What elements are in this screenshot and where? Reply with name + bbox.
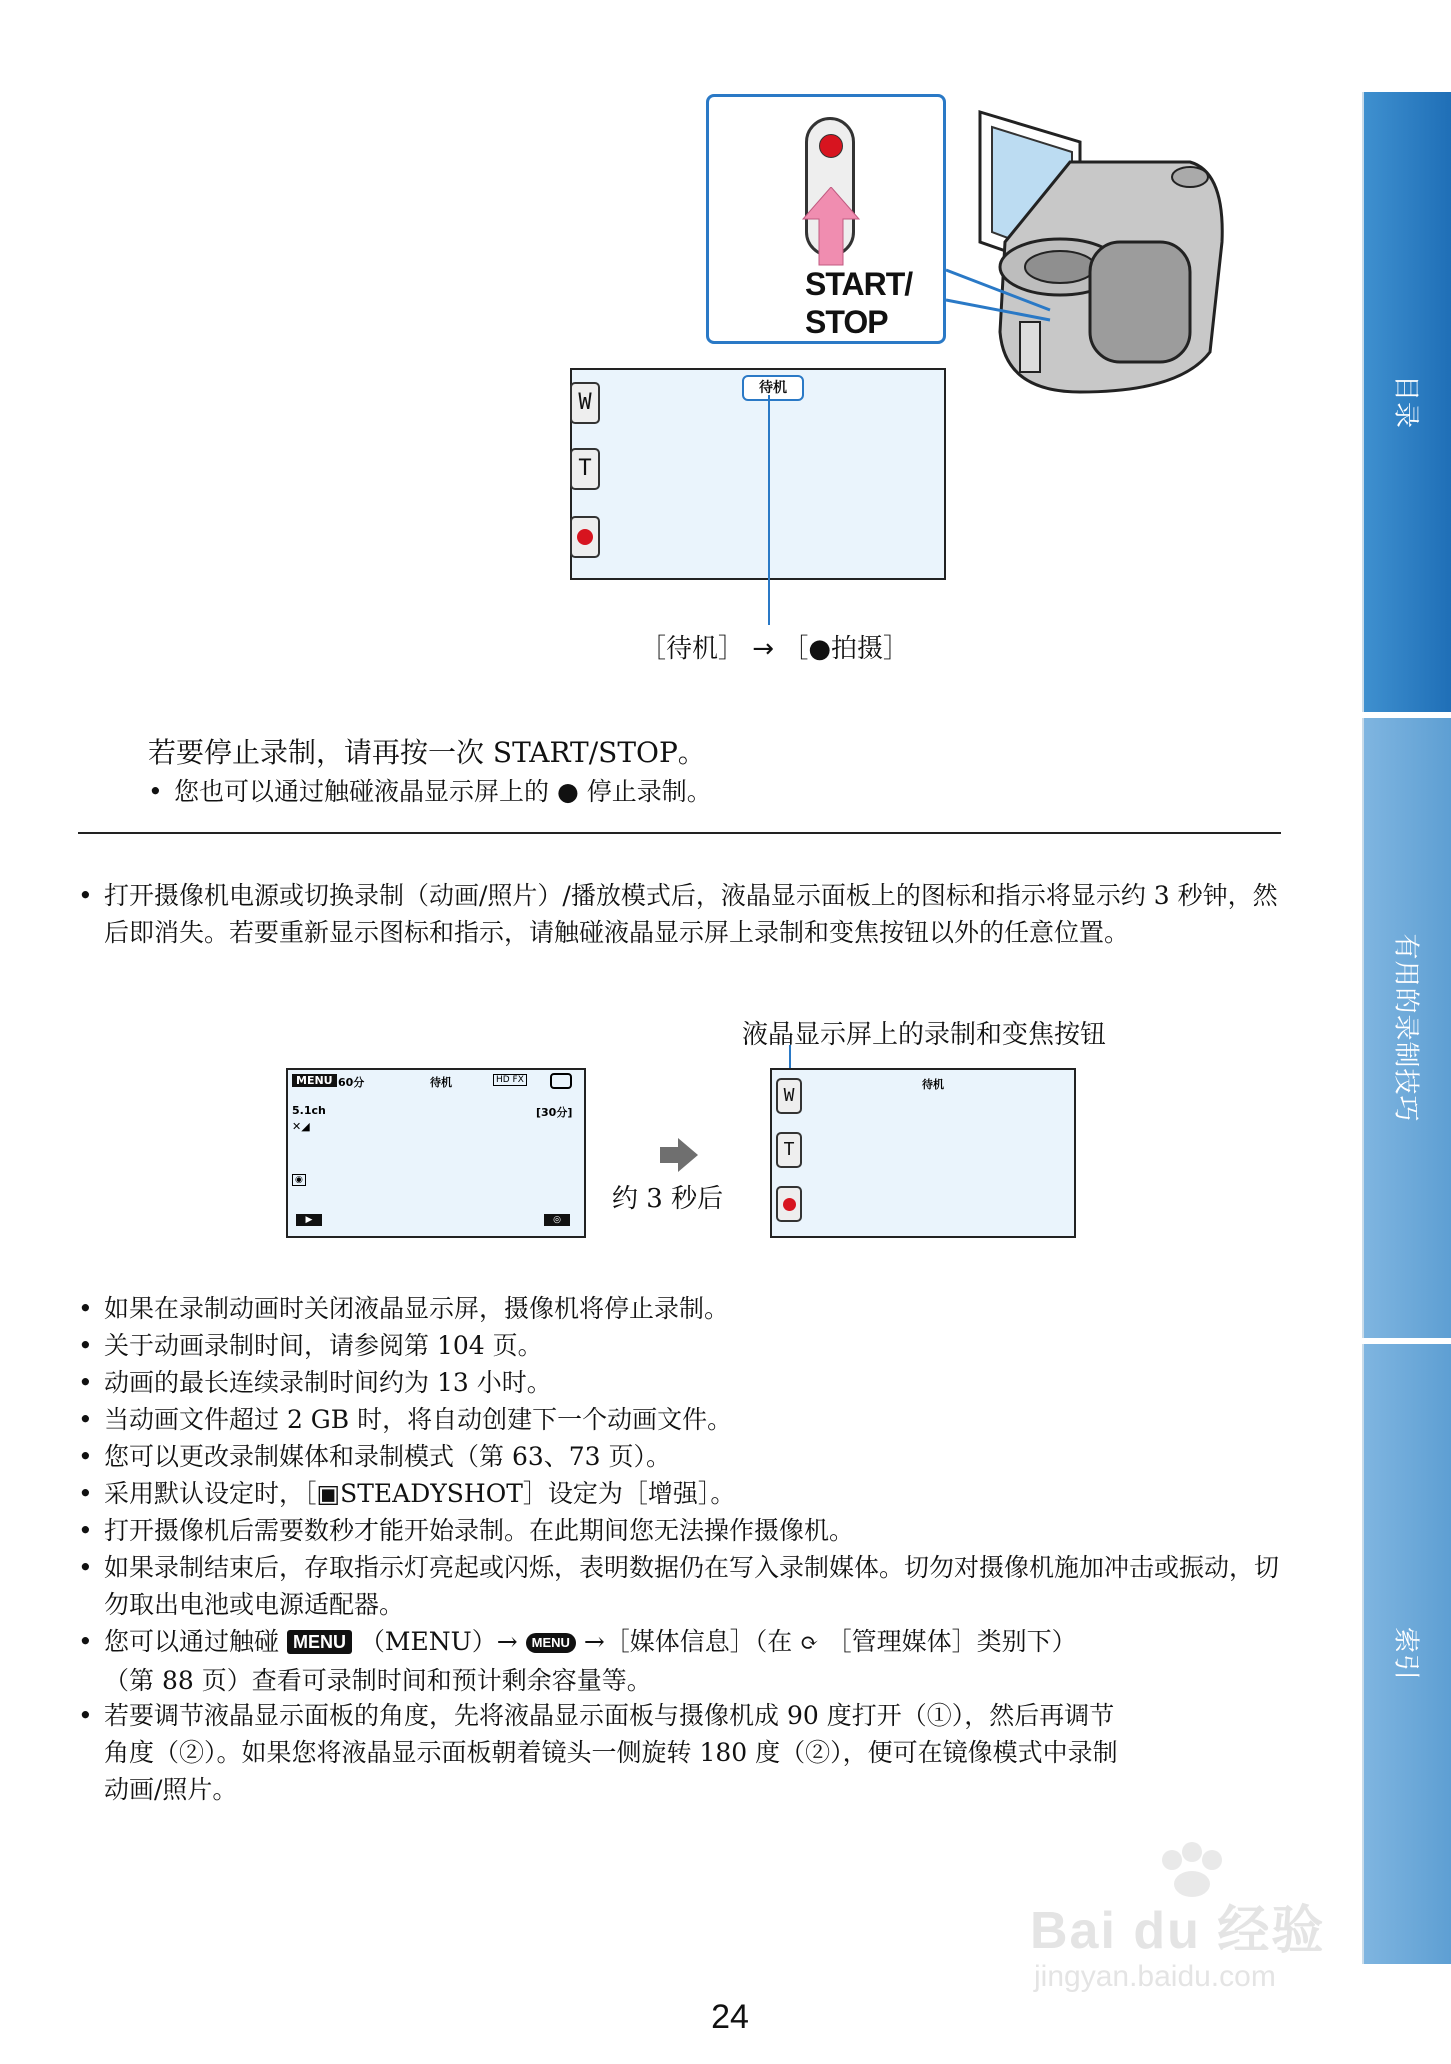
wind-icon: ✕◢ (292, 1120, 310, 1133)
menu-icon[interactable]: MENU (292, 1074, 337, 1087)
list-item: • 当动画文件超过 2 GB 时，将自动创建下一个动画文件。 (78, 1405, 733, 1434)
battery-icon: 60分 (338, 1076, 365, 1089)
angle-text-2: 角度（②）。如果您将液晶显示面板朝着镜头一侧旋转 180 度（②），便可在镜像模式中录制 (104, 1738, 1118, 1767)
list-item: • 如果录制结束后，存取指示灯亮起或闪烁，表明数据仍在写入录制媒体。切勿对摄像机施加冲击或振动，切勿取出电池或电源适配器。 (78, 1553, 1280, 1619)
lcd-screen-full-info[interactable] (286, 1068, 586, 1238)
baidu-watermark-url: jingyan.baidu.com (1034, 1960, 1276, 1993)
right-arrow-icon (660, 1138, 700, 1172)
status-badge: 待机 (430, 1076, 452, 1089)
menu-text-5: （第 88 页）查看可录制时间和预计剩余容量等。 (104, 1666, 652, 1695)
tab-index[interactable] (1362, 1344, 1451, 1964)
page-number: 24 (711, 1998, 749, 2036)
playback-icon[interactable]: ▶ (296, 1214, 322, 1226)
rec-dot-icon (819, 134, 843, 158)
status-pointer-line (765, 395, 775, 625)
list-item: • 动画的最长连续录制时间约为 13 小时。 (78, 1368, 552, 1397)
status-badge: 待机 (742, 375, 804, 401)
menu-expanded-icon: MENU (526, 1633, 576, 1653)
tab-useful-tips-label: 有用的录制技巧 (1390, 933, 1420, 1123)
steadyshot-icon: ◉ (292, 1174, 306, 1186)
camcorder-illustration (960, 92, 1240, 402)
angle-text-3: 动画/照片。 (104, 1775, 238, 1804)
hd-quality-icon: HD FX (493, 1074, 527, 1086)
up-arrow-icon (801, 187, 861, 267)
media-icon (550, 1073, 572, 1089)
after-3-seconds-label: 约 3 秒后 (612, 1184, 724, 1214)
audio-5-1ch-icon: 5.1ch (292, 1104, 326, 1117)
zoom-t-button[interactable]: T (776, 1132, 802, 1168)
zoom-t-button[interactable]: T (570, 448, 600, 490)
stop-instruction: 若要停止录制，请再按一次 START/STOP。 (148, 736, 706, 769)
zoom-w-button[interactable]: W (570, 382, 600, 424)
record-button[interactable] (570, 516, 600, 558)
record-button[interactable] (776, 1186, 802, 1222)
list-item-angle: • 若要调节液晶显示面板的角度，先将液晶显示面板与摄像机成 90 度打开（①），然后再调节 角度（②）。如果您将液晶显示面板朝着镜头一侧旋转 180 度（②），便可在镜像模式中录制 动画/照片。 (78, 1701, 1118, 1804)
list-item: • 打开摄像机后需要数秒才能开始录制。在此期间您无法操作摄像机。 (78, 1516, 855, 1545)
rec-dot-icon (783, 1198, 796, 1211)
caption-recording: ［●拍摄］ (782, 634, 910, 664)
caption-arrow: → (752, 634, 775, 664)
menu-text-3: →［媒体信息］（在 (583, 1627, 793, 1656)
figure1-caption (640, 632, 909, 666)
list-item-menu: • 您可以通过触碰 MENU （MENU）→ MENU →［媒体信息］（在 ⟳ ［管理媒体］类别下） （第 88 页）查看可录制时间和预计剩余容量等。 (78, 1627, 1077, 1695)
baidu-watermark: Bai du 经验 (1030, 1902, 1326, 1960)
tab-useful-tips[interactable] (1362, 718, 1451, 1338)
menu-text-2: （MENU）→ (359, 1627, 518, 1656)
list-item: • 您可以更改录制媒体和录制模式（第 63、73 页）。 (78, 1442, 672, 1471)
status-badge: 待机 (922, 1078, 944, 1091)
mode-icon[interactable]: ◎ (544, 1214, 570, 1226)
list-item: • 采用默认设定时，［▣STEADYSHOT］设定为［增强］。 (78, 1479, 736, 1508)
intro-note: • 打开摄像机电源或切换录制（动画/照片）/播放模式后，液晶显示面板上的图标和指示将显示约 3 秒钟，然后即消失。若要重新显示图标和指示，请触碰液晶显示屏上录制和变焦按钮以外的任意位置。 (78, 881, 1278, 947)
menu-button-icon: MENU (287, 1630, 352, 1654)
section-divider (78, 832, 1281, 834)
paw-icon (1150, 1840, 1230, 1900)
tab-toc[interactable] (1362, 92, 1451, 712)
zoom-w-button[interactable]: W (776, 1078, 802, 1114)
lcd-screen-standby[interactable] (570, 368, 946, 580)
tab-toc-label: 目录 (1390, 374, 1420, 430)
caption-standby: ［待机］ (640, 634, 745, 664)
list-item: • 如果在录制动画时关闭液晶显示屏，摄像机将停止录制。 (78, 1294, 730, 1323)
callout-lines (940, 260, 1080, 350)
lcd-screen-minimal[interactable] (770, 1068, 1076, 1238)
stop-note: • 您也可以通过触碰液晶显示屏上的 ● 停止录制。 (148, 777, 712, 806)
list-item: • 关于动画录制时间，请参阅第 104 页。 (78, 1331, 543, 1360)
start-stop-label: START/ STOP (805, 266, 913, 340)
manage-media-icon: ⟳ (800, 1631, 819, 1656)
start-stop-callout (706, 94, 946, 344)
rec-dot-icon (577, 529, 593, 545)
figure2-label: 液晶显示屏上的录制和变焦按钮 (742, 1020, 1107, 1050)
menu-text-1: 您可以通过触碰 (104, 1627, 280, 1656)
angle-text-1: 若要调节液晶显示面板的角度，先将液晶显示面板与摄像机成 90 度打开（①），然后再调节 (104, 1701, 1115, 1730)
tab-index-label: 索引 (1390, 1626, 1420, 1682)
remaining-time: [30分] (536, 1106, 573, 1119)
menu-text-4: ［管理媒体］类别下） (826, 1627, 1077, 1656)
